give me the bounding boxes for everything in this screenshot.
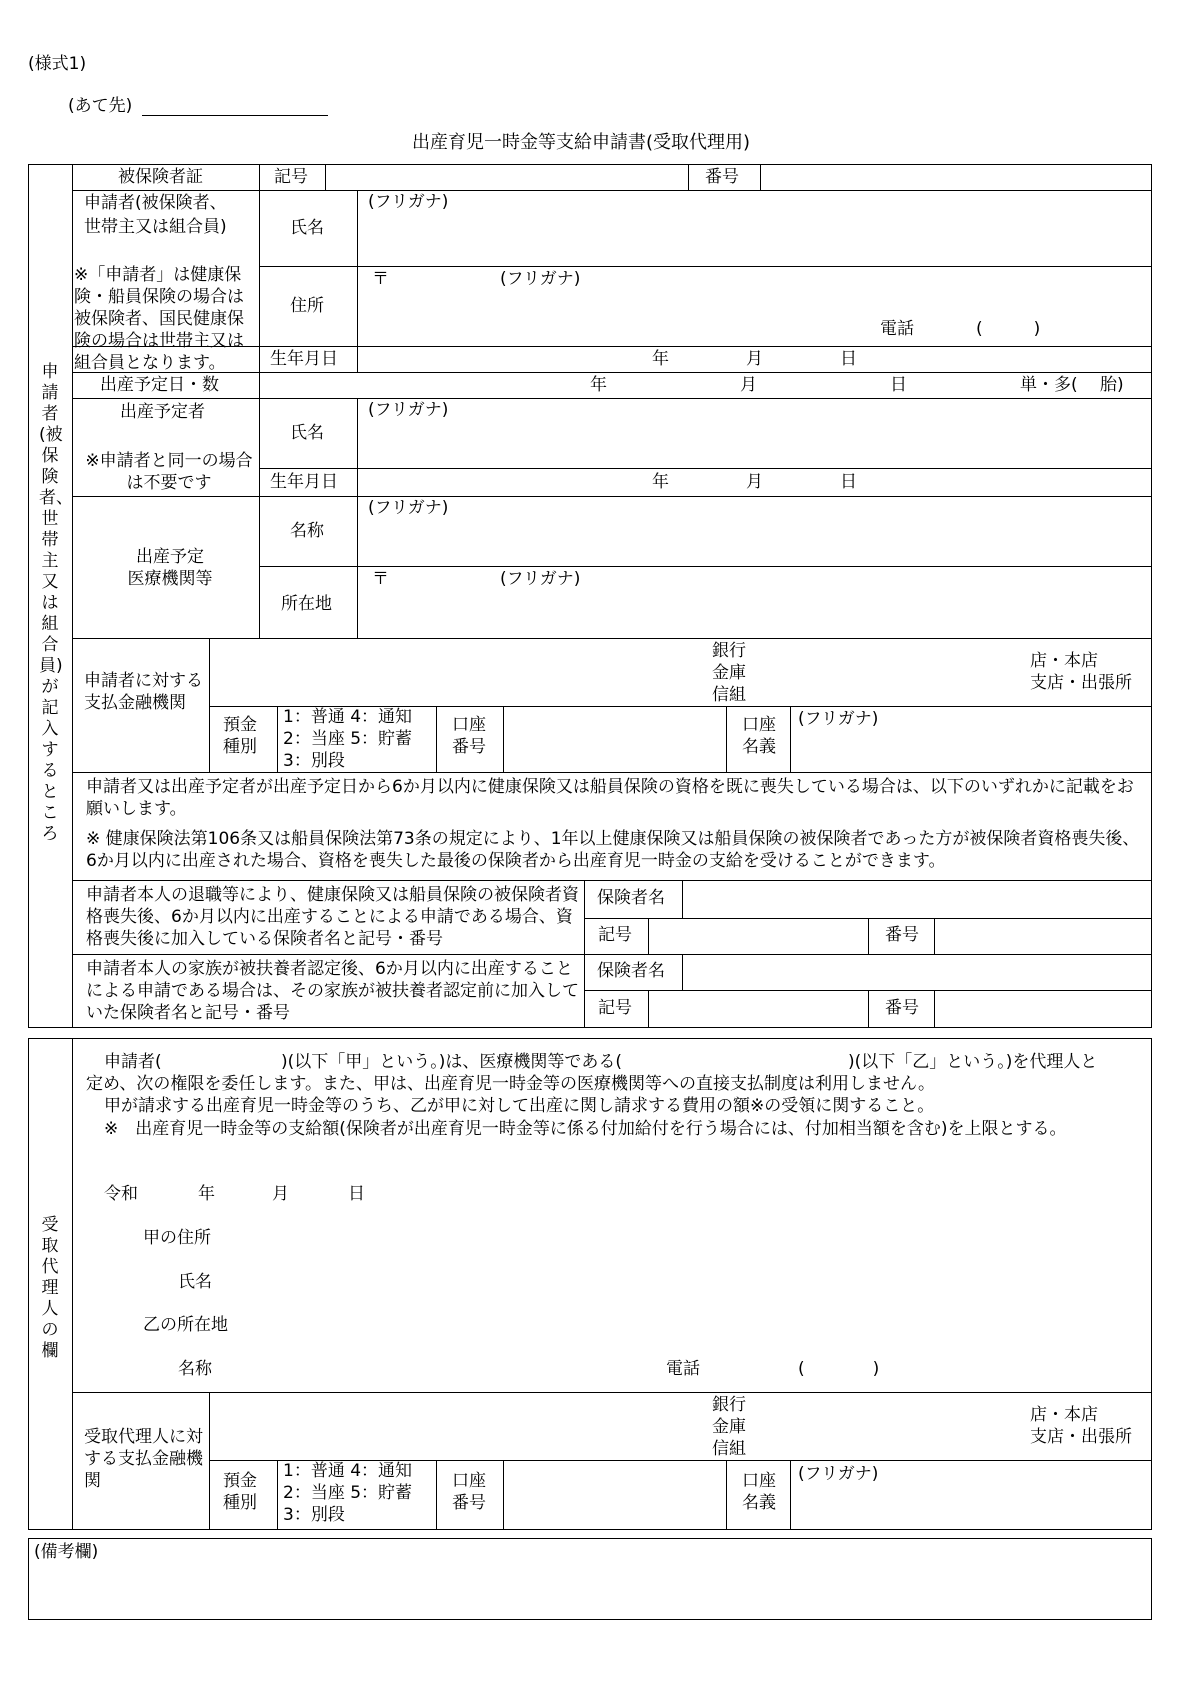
proxy-branch-field[interactable] [760, 1395, 1020, 1457]
applicant-phone-label: 電話 [880, 319, 914, 339]
delegation-month-label: 月 [272, 1184, 289, 1204]
remarks-label: (備考欄) [34, 1542, 99, 1562]
facility-postal-mark: 〒 [372, 569, 389, 589]
insurance-card-label: 被保険者証 [118, 167, 203, 187]
proxy-bank-types: 銀行 金庫 信組 [712, 1395, 746, 1459]
proxy-account-no-field[interactable] [505, 1462, 724, 1528]
otsu-location-field[interactable] [240, 1311, 1140, 1337]
case1-insurer-label: 保険者名 [597, 888, 665, 908]
expectant-year-label: 年 [652, 472, 669, 492]
delegation-p1d: 定め、次の権限を委任します。また、甲は、出産育児一時金等の医療機関等への直接支払制度は利用しません。 [86, 1074, 935, 1094]
case2-insurer-field[interactable] [684, 956, 1150, 988]
applicant-deposit-label: 預金 種別 [223, 715, 257, 757]
facility-location-furigana: (フリガナ) [500, 569, 581, 589]
applicant-account-no-field[interactable] [505, 708, 724, 770]
delegation-day-label: 日 [348, 1184, 365, 1204]
otsu-phone-label: 電話 [666, 1359, 700, 1379]
facility-name-field[interactable] [359, 518, 1149, 564]
case1-symbol-field[interactable] [650, 920, 866, 952]
applicant-note: ※「申請者」は健康保険・船員保険の場合は被保険者、国民健康保険の場合は世帯主又は組合員となります。 [74, 265, 244, 373]
delegation-p1c: )(以下「乙」という。)を代理人と [848, 1052, 1098, 1072]
due-date-label: 出産予定日・数 [100, 375, 219, 395]
expectant-day-label: 日 [840, 472, 857, 492]
facility-label: 出産予定 医療機関等 [127, 547, 213, 589]
card-number-field[interactable] [762, 166, 1150, 189]
card-symbol-label: 記号 [274, 167, 308, 187]
proxy-account-furigana: (フリガナ) [798, 1464, 879, 1484]
applicant-account-no-label: 口座 番号 [452, 715, 486, 757]
proxy-account-no-label: 口座 番号 [452, 1471, 486, 1513]
expectant-furigana: (フリガナ) [368, 400, 449, 420]
proxy-deposit-label: 預金 種別 [223, 1471, 257, 1513]
birth-month-label: 月 [746, 349, 763, 369]
otsu-name-label: 名称 [178, 1359, 212, 1379]
expectant-label: 出産予定者 [120, 402, 205, 422]
applicant-account-name-field[interactable] [792, 730, 1148, 770]
applicant-account-furigana: (フリガナ) [798, 709, 879, 729]
loss-footnote: ※ 健康保険法第106条又は船員保険法第73条の規定により、1年以上健康保険又は船員保険の被保険者であった方が被保険者資格喪失後、6か月以内に出産された場合、資格を喪失した最後の保険者から出産育児一時金の支給を受けることができます。 [86, 829, 1140, 871]
expectant-name-label: 氏名 [290, 423, 324, 443]
applicant-bank-types: 銀行 金庫 信組 [712, 641, 746, 705]
form-number: (様式1) [28, 54, 87, 74]
case2-insurer-label: 保険者名 [597, 961, 665, 981]
applicant-address-label: 住所 [290, 296, 324, 316]
otsu-location-label: 乙の所在地 [143, 1315, 228, 1335]
delegation-p1b: )(以下「甲」という。)は、医療機関等である( [281, 1052, 623, 1072]
delegation-year-label: 年 [198, 1184, 215, 1204]
otsu-name-field[interactable] [240, 1355, 660, 1381]
expectant-month-label: 月 [746, 472, 763, 492]
applicant-phone-field[interactable]: ( ) [976, 319, 1041, 339]
addressee-input[interactable] [142, 115, 328, 116]
kou-address-field[interactable] [240, 1224, 1140, 1250]
expectant-name-field[interactable] [359, 420, 1149, 466]
applicant-bank-label: 申請者に対する支払金融機関 [84, 671, 203, 713]
delegation-applicant-field[interactable] [170, 1050, 278, 1072]
expectant-birthdate-label: 生年月日 [270, 472, 338, 492]
kou-name-label: 氏名 [178, 1272, 212, 1292]
kou-name-field[interactable] [240, 1268, 1140, 1294]
case1-symbol-label: 記号 [598, 925, 632, 945]
page-title: 出産育児一時金等支給申請書(受取代理用) [412, 132, 751, 153]
card-symbol-field[interactable] [327, 166, 687, 189]
otsu-phone-field[interactable]: ( ) [798, 1359, 880, 1379]
due-day-label: 日 [890, 375, 907, 395]
due-year-label: 年 [590, 375, 607, 395]
applicant-postal-mark: 〒 [372, 269, 389, 289]
case1-number-label: 番号 [885, 925, 919, 945]
case2-text: 申請者本人の家族が被扶養者認定後、6か月以内に出産することによる申請である場合は、その家族が被扶養者認定前に加入していた保険者名と記号・番号 [86, 959, 579, 1023]
applicant-address-field[interactable] [359, 290, 859, 342]
case2-symbol-label: 記号 [598, 998, 632, 1018]
applicant-branch-types: 店・本店 支店・出張所 [1030, 651, 1132, 693]
proxy-side-label: 受取代理人の欄 [41, 1215, 59, 1361]
loss-notice: 申請者又は出産予定者が出産予定日から6か月以内に健康保険又は船員保険の資格を既に喪失している場合は、以下のいずれかに記載をお願いします。 [86, 777, 1134, 819]
proxy-branch-types: 店・本店 支店・出張所 [1030, 1405, 1132, 1447]
delegation-p2: 甲が請求する出産育児一時金等のうち、乙が甲に対して出産に関し請求する費用の額※の受領に関すること。 [104, 1096, 935, 1116]
case2-number-field[interactable] [936, 992, 1150, 1026]
facility-location-field[interactable] [359, 590, 1149, 636]
remarks-box[interactable] [28, 1538, 1152, 1620]
birth-year-label: 年 [652, 349, 669, 369]
proxy-account-name-label: 口座 名義 [742, 1471, 776, 1513]
proxy-bank-name-field[interactable] [212, 1395, 702, 1457]
delegation-p1a: 申請者( [104, 1052, 162, 1072]
expectant-note: ※申請者と同一の場合は不要です [85, 451, 253, 493]
birth-count-field[interactable]: 単・多( 胎) [1020, 375, 1124, 395]
applicant-side-label: 申請者(被保険者、世帯主又は組合員)が記入するところ [39, 362, 73, 844]
applicant-label: 申請者(被保険者、 [84, 193, 227, 213]
delegation-facility-field[interactable] [682, 1050, 844, 1072]
case1-text: 申請者本人の退職等により、健康保険又は船員保険の被保険者資格喪失後、6か月以内に出産することによる申請である場合、資格喪失後に加入している保険者名と記号・番号 [86, 885, 579, 949]
applicant-furigana: (フリガナ) [368, 192, 449, 212]
facility-furigana: (フリガナ) [368, 498, 449, 518]
applicant-deposit-options[interactable]: 1：普通 4：通知 2：当座 5：貯蓄 3：別段 [283, 707, 413, 771]
applicant-address-furigana: (フリガナ) [500, 269, 581, 289]
proxy-bank-label: 受取代理人に対する支払金融機関 [84, 1427, 203, 1491]
case1-number-field[interactable] [936, 920, 1150, 952]
case2-symbol-field[interactable] [650, 992, 866, 1026]
delegation-p3: ※ 出産育児一時金等の支給額(保険者が出産育児一時金等に係る付加給付を行う場合には、付加相当額を含む)を上限とする。 [104, 1119, 1067, 1139]
due-month-label: 月 [740, 375, 757, 395]
era-label: 令和 [104, 1184, 138, 1204]
applicant-name-field[interactable] [359, 212, 1149, 264]
applicant-bank-name-field[interactable] [212, 641, 702, 703]
birth-day-label: 日 [840, 349, 857, 369]
case1-insurer-field[interactable] [684, 882, 1150, 916]
case2-number-label: 番号 [885, 998, 919, 1018]
card-number-label: 番号 [705, 167, 739, 187]
facility-name-label: 名称 [290, 521, 324, 541]
applicant-branch-field[interactable] [760, 641, 1020, 703]
facility-location-label: 所在地 [281, 594, 332, 614]
applicant-name-label: 氏名 [290, 218, 324, 238]
applicant-account-name-label: 口座 名義 [742, 715, 776, 757]
proxy-account-name-field[interactable] [792, 1486, 1148, 1528]
kou-address-label: 甲の住所 [143, 1228, 211, 1248]
proxy-deposit-options[interactable]: 1：普通 4：通知 2：当座 5：貯蓄 3：別段 [283, 1461, 413, 1525]
applicant-birthdate-label: 生年月日 [270, 349, 338, 369]
applicant-label-line2: 世帯主又は組合員) [84, 217, 227, 237]
addressee-label: (あて先) [68, 96, 133, 116]
